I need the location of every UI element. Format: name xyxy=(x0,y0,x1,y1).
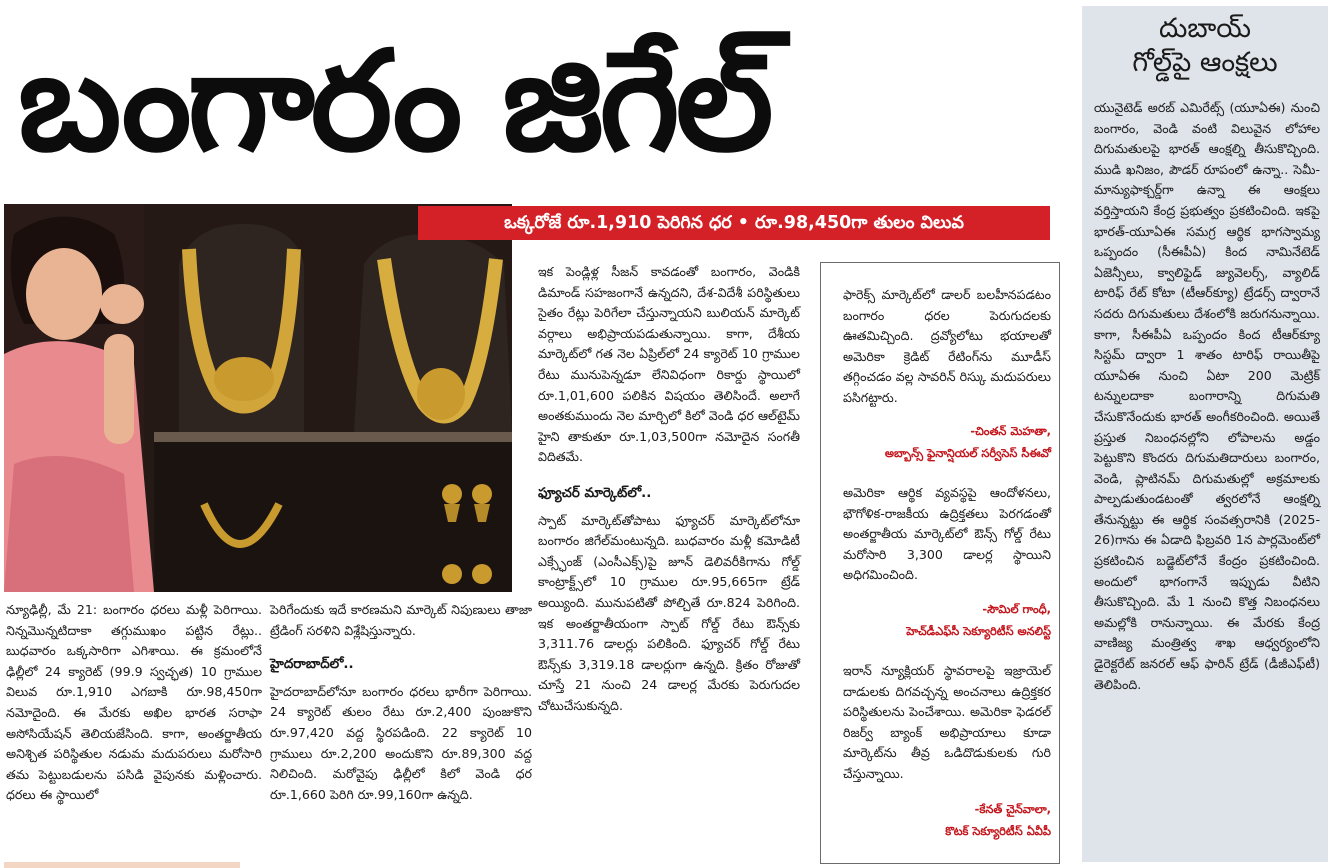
sidebar-paragraph: యునైటెడ్ అరబ్ ఎమిరేట్స్ (యూఏఈ) నుంచి బంగారం, వెండి వంటి విలువైన లోహాల దిగుమతులపై భారత్ ఆంక్షల్ని తీసుకొచ్చింది. ముడి ఖనిజం, పౌడర్ రూపంలో ఉన్నా.. సెమీ-మాన్యుఫాక్చర్డ్‌గా ఉన్నా ఈ ఆంక్షలు వర్తిస్తాయని కేంద్ర ప్రభుత్వం ప్రకటించింది. ఇకపై భారత్-యూఏఈ సమగ్ర ఆర్థిక భాగస్వామ్య ఒప్పందం (సీఈపీఏ) కింద నామినేటెడ్ ఏజెన్సీలు, క్వాలిఫైడ్ జ్యువెలర్స్, వ్యాలిడ్ టారిఫ్ రేట్ కోటా (టీఆర్‌క్యూ) ట్రేడర్స్ ద్వారానే సదరు దిగుమతులు దేశంలోకి జరుగనున్నాయి. కాగా, సీఈపీఏ ఒప్పందం కింద టీఆర్‌క్యూ సిస్టమ్ ద్వారా 1 శాతం టారిఫ్ రాయితీపై యూఏఈ నుంచి ఏటా 200 మెట్రిక్ టన్నులదాకా బంగారాన్ని దిగుమతి చేసుకొనేందుకు భారత్ అంగీకరించింది. అయితే ప్రస్తుత నిబంధనల్లోని లోపాలను అడ్డం పెట్టుకొని కొందరు దిగుమతిదారులు బంగారం, వెండి, ప్లాటినమ్ దిగుమతుల్లో అక్రమాలకు పాల్పడుతుండటంతో త్వరలోనే ఆంక్షల్ని తేనున్నట్టు ఈ ఆర్థిక సంవత్సరానికి (2025-26)గాను ఈ ఏడాది ఫిబ్రవరి 1న పార్లమెంట్‌లో ప్రకటించిన బడ్జెట్‌లోనే కేంద్రం ప్రకటించింది. అందులో భాగంగానే ఇప్పుడు వీటిని తీసుకొచ్చింది. మే 1 నుంచి కొత్త నిబంధనలు అమల్లోకి రానున్నాయి. ఈ మేరకు కేంద్ర వాణిజ్య మంత్రిత్వ శాఖ ఆధ్వర్యంలోని డైరెక్టరేట్ జనరల్ ఆఫ్ ఫారిన్ ట్రేడ్ (డీజీఎఫ్‌టీ) తెలిపింది. xyxy=(1094,100,1320,692)
subheading-futures: ఫ్యూచర్ మార్కెట్‌లో.. xyxy=(538,485,652,501)
subheadline-banner: ఒక్కరోజే రూ.1,910 పెరిగిన ధర • రూ.98,450గా తులం విలువ xyxy=(418,206,1050,240)
quote-attribution-name: -చింతన్ మెహతా, xyxy=(970,424,1051,438)
article-paragraph: పెరిగేందుకు ఇదే కారణమని మార్కెట్ నిపుణులు తాజా ట్రేడింగ్ సరళిని విశ్లేషిస్తున్నారు. xyxy=(270,602,532,638)
sidebar-title-line: దుబాయ్ xyxy=(1158,13,1252,44)
bottom-strip xyxy=(4,862,240,868)
article-column-2 xyxy=(270,600,532,805)
quote-attribution-name: -సౌమిల్ గాంధీ, xyxy=(982,602,1051,616)
sidebar-dubai-gold xyxy=(1082,6,1328,862)
quote-text: అమెరికా ఆర్థిక వ్యవస్థపై ఆందోళనలు, భౌగోళిక-రాజకీయ ఉద్రిక్తతలు పెరగడంతో అంతర్జాతీయ మార్కెట్‌లో ఔన్స్ గోల్డ్ రేటు మరోసారి 3,300 డాలర్ల స్థాయిని అధిగమించింది. xyxy=(843,485,1051,583)
article-column-3 xyxy=(538,262,800,716)
article-paragraph: న్యూఢిల్లీ, మే 21: బంగారం ధరలు మళ్లీ పెరిగాయి. నిన్నమొన్నటిదాకా తగ్గుముఖం పట్టిన రేట్లు.. బుధవారం ఒక్కసారిగా ఎగిశాయి. ఈ క్రమంలోనే ఢిల్లీలో 24 క్యారెట్ (99.9 స్వచ్ఛత) 10 గ్రాముల విలువ రూ.1,910 ఎగబాకి రూ.98,450గా నమోదైంది. ఈ మేరకు అఖిల భారత సరాఫా అసోసియేషన్ తెలియజేసింది. కాగా, అంతర్జాతీయ అనిశ్చిత పరిస్థితుల నడుమ మదుపరులు మరోసారి తమ పెట్టుబడులను పసిడి వైపునకు మళ్లించారు. ధరలు ఈ స్థాయిలో xyxy=(6,602,262,803)
quote-attribution-name: -కేనత్ చైన్‌వాలా, xyxy=(974,802,1051,816)
subheading-hyderabad: హైదరాబాద్‌లో.. xyxy=(270,657,354,673)
sidebar-title-line: గోల్డ్‌పై ఆంక్షలు xyxy=(1132,47,1278,78)
headline: బంగారం జిగేల్ xyxy=(18,21,770,182)
article-paragraph: హైదరాబాద్‌లోనూ బంగారం ధరలు భారీగా పెరిగాయి. 24 క్యారెట్ తులం రేటు రూ.2,400 పుంజుకొని రూ.97,420 వద్ద స్థిరపడింది. 22 క్యారెట్ 10 గ్రాములు రూ.2,200 అందుకొని రూ.89,300 వద్ద నిలిచింది. మరోవైపు ఢిల్లీలో కిలో వెండి ధర రూ.1,660 పెరిగి రూ.99,160గా ఉన్నది. xyxy=(270,683,532,802)
sidebar-title xyxy=(1082,12,1328,80)
expert-quotes-box xyxy=(820,262,1060,864)
quote-attribution-org: హెచ్‌డీఎఫ్‌సీ సెక్యూరిటీస్ అనలిస్ట్ xyxy=(906,624,1051,638)
article-paragraph: స్పాట్ మార్కెట్‌తోపాటు ఫ్యూచర్ మార్కెట్‌లోనూ బంగారం జిగేల్‌మంటున్నది. బుధవారం మళ్లీ కమోడిటీ ఎక్స్ఛేంజ్ (ఎంసీఎక్స్)పై జూన్ డెలివరీకిగాను గోల్డ్ కాంట్రాక్ట్స్‌లో 10 గ్రాముల రూ.95,665గా ట్రేడ్ అయ్యింది. మునుపటితో పోల్చితే రూ.824 పెరిగింది. ఇక అంతర్జాతీయంగా స్పాట్ గోల్డ్ రేటు ఔన్స్‌కు 3,311.76 డాలర్లు పలికింది. ఫ్యూచర్ గోల్డ్ రేటు ఔన్స్‌కు 3,319.18 డాలర్లుగా ఉన్నది. క్రితం రోజుతో చూస్తే 21 నుంచి 24 డాలర్ల మేరకు పెరుగుదల చోటుచేసుకున్నది. xyxy=(538,512,800,713)
quote-attribution-org: కొటక్ సెక్యూరిటీస్ ఏవీపీ xyxy=(945,824,1051,838)
sidebar-body xyxy=(1094,98,1320,695)
jewelry-photo xyxy=(4,204,512,592)
article-column-1 xyxy=(6,600,262,806)
article-paragraph: ఇక పెండ్లిళ్ల సీజన్ కావడంతో బంగారం, వెండికి డిమాండ్ సహజంగానే ఉన్నదని, దేశ-విదేశీ పరిస్థితులు సైతం రేట్లు పెరిగేలా చేస్తున్నాయని బులియన్ మార్కెట్ వర్గాలు అభిప్రాయపడుతున్నాయి. కాగా, దేశీయ మార్కెట్‌లో గత నెల ఏప్రిల్‌లో 24 క్యారెట్ 10 గ్రాముల రేటు మునుపెన్నడూ లేనివిధంగా రికార్డు స్థాయిలో రూ.1,01,600 పలికిన విషయం తెలిసిందే. అలాగే అంతకుముందు నెల మార్చిలో కిలో వెండి ధర ఆల్‌టైమ్ హైని తాకుతూ రూ.1,03,500గా నమోదైన సంగతీ విదితమే. xyxy=(538,264,800,465)
quote-text: ఫారెక్స్ మార్కెట్‌లో డాలర్ బలహీనపడటం బంగారం ధరల పెరుగుదలకు ఊతమిచ్చింది. ద్రవ్యోలోటు భయాలతో అమెరికా క్రెడిట్ రేటింగ్‌ను మూడీస్ తగ్గించడం వల్ల సావరిన్ రిస్కు మదుపరులు పసిగట్టారు. xyxy=(843,287,1051,405)
quote-attribution-org: అబ్బాన్స్ ఫైనాన్షియల్ సర్వీసెస్ సీఈవో xyxy=(884,446,1051,460)
quote-text: ఇరాన్ న్యూక్లియర్ స్థావరాలపై ఇజ్రాయెల్ దాడులకు దిగవచ్చన్న అంచనాలు ఉద్రిక్తకర పరిస్థితులను పెంచేశాయి. అమెరికా ఫెడరల్ రిజర్వ్ బ్యాంక్ అభిప్రాయాలు కూడా మార్కెట్‌ను తీవ్ర ఒడిదొడుకులకు గురి చేస్తున్నాయి. xyxy=(843,663,1051,781)
